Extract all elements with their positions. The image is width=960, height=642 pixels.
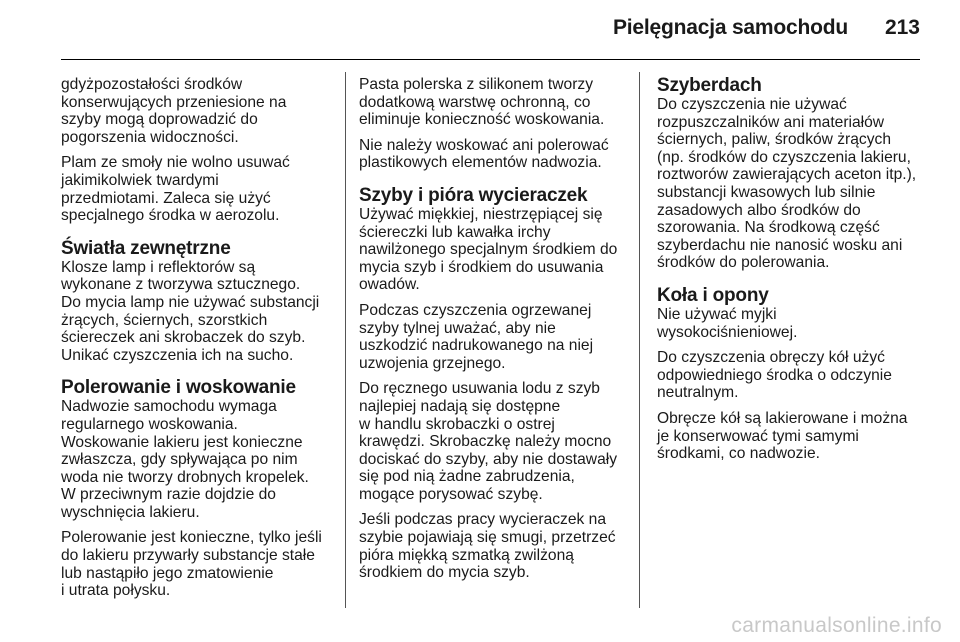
column-divider-1 xyxy=(345,72,346,608)
paragraph: Klosze lamp i reflektorów są wykonane z tworzywa sztucznego. Do mycia lamp nie używać substancji żrących, ściernych, szorstkich ściereczek ani skrobaczek do szyb. Unikać czyszczenia ich na sucho. xyxy=(61,258,320,364)
paragraph: Używać miękkiej, niestrzępiącej się ściereczki lub kawałka irchy nawilżonego specjalnym środkiem do mycia szyb i środkiem do usuwania owadów. xyxy=(359,205,618,294)
text-column-2 xyxy=(359,76,631,590)
page-header xyxy=(0,0,960,60)
section-heading-polishing-waxing: Polerowanie i woskowanie xyxy=(61,377,296,399)
paragraph: Nie używać myjki wysokociśnieniowej. xyxy=(657,305,798,341)
text-column-3 xyxy=(657,76,929,471)
watermark: carmanualsonline.info xyxy=(731,614,942,637)
paragraph: Obręcze kół są lakierowane i można je konserwować tymi samymi środkami, co nadwozie. xyxy=(657,409,908,463)
section-heading-exterior-lights: Światła zewnętrzne xyxy=(61,237,231,259)
section-heading-sunroof: Szyberdach xyxy=(657,75,762,96)
paragraph: gdyżpozostałości środków konserwujących przeniesione na szyby mogą doprowadzić do pogorszenia widoczności. xyxy=(61,76,287,146)
text-column-1 xyxy=(61,76,333,608)
paragraph: Pasta polerska z silikonem tworzy dodatkową warstwę ochronną, co eliminuje konieczność woskowania. xyxy=(359,76,605,129)
page-number: 213 xyxy=(884,16,920,39)
paragraph: Polerowanie jest konieczne, tylko jeśli do lakieru przywarły substancje stałe lub nastąpiło jego zmatowienie i utrata połysku. xyxy=(61,529,322,600)
section-heading-wheels-tyres: Koła i opony xyxy=(657,284,769,306)
chapter-title: Pielęgnacja samochodu xyxy=(612,16,848,39)
paragraph: Do czyszczenia nie używać rozpuszczalników ani materiałów ściernych, paliw, środków żrących (np. środków do czyszczenia lakieru, roztworów zawierających aceton itp.), substancji kwasowych lub silnie zasadowych albo środków do szorowania. Na środkową część szyberdachu nie nanosić wosku ani środków do polerowania. xyxy=(657,96,917,272)
column-divider-2 xyxy=(639,72,640,608)
header-rule xyxy=(61,59,920,60)
section-heading-windows-wipers: Szyby i pióra wycieraczek xyxy=(359,184,588,206)
paragraph: Nadwozie samochodu wymaga regularnego woskowania. Woskowanie lakieru jest konieczne zwłaszcza, gdy spływająca po nim woda nie tworzy drobnych kropelek. W przeciwnym razie dojdzie do wyschnięcia lakieru. xyxy=(61,398,309,521)
paragraph: Plam ze smoły nie wolno usuwać jakimikolwiek twardymi przedmiotami. Zaleca się użyć specjalnego środka w aerozolu. xyxy=(61,154,290,225)
paragraph: Jeśli podczas pracy wycieraczek na szybie pojawiają się smugi, przetrzeć pióra miękką szmatką zwilżoną środkiem do mycia szyb. xyxy=(359,511,616,582)
paragraph: Do czyszczenia obręczy kół użyć odpowiedniego środka o odczynie neutralnym. xyxy=(657,349,892,402)
paragraph: Do ręcznego usuwania lodu z szyb najlepiej nadają się dostępne w handlu skrobaczki o ostrej krawędzi. Skrobaczkę należy mocno dociskać do szyby, aby nie dostawały się pod nią żadne zabrudzenia, mogące porysować szybę. xyxy=(359,380,618,503)
paragraph: Nie należy woskować ani polerować plastikowych elementów nadwozia. xyxy=(359,136,609,172)
paragraph: Podczas czyszczenia ogrzewanej szyby tylnej uważać, aby nie uszkodzić nadrukowanego na niej uzwojenia grzejnego. xyxy=(359,301,594,372)
